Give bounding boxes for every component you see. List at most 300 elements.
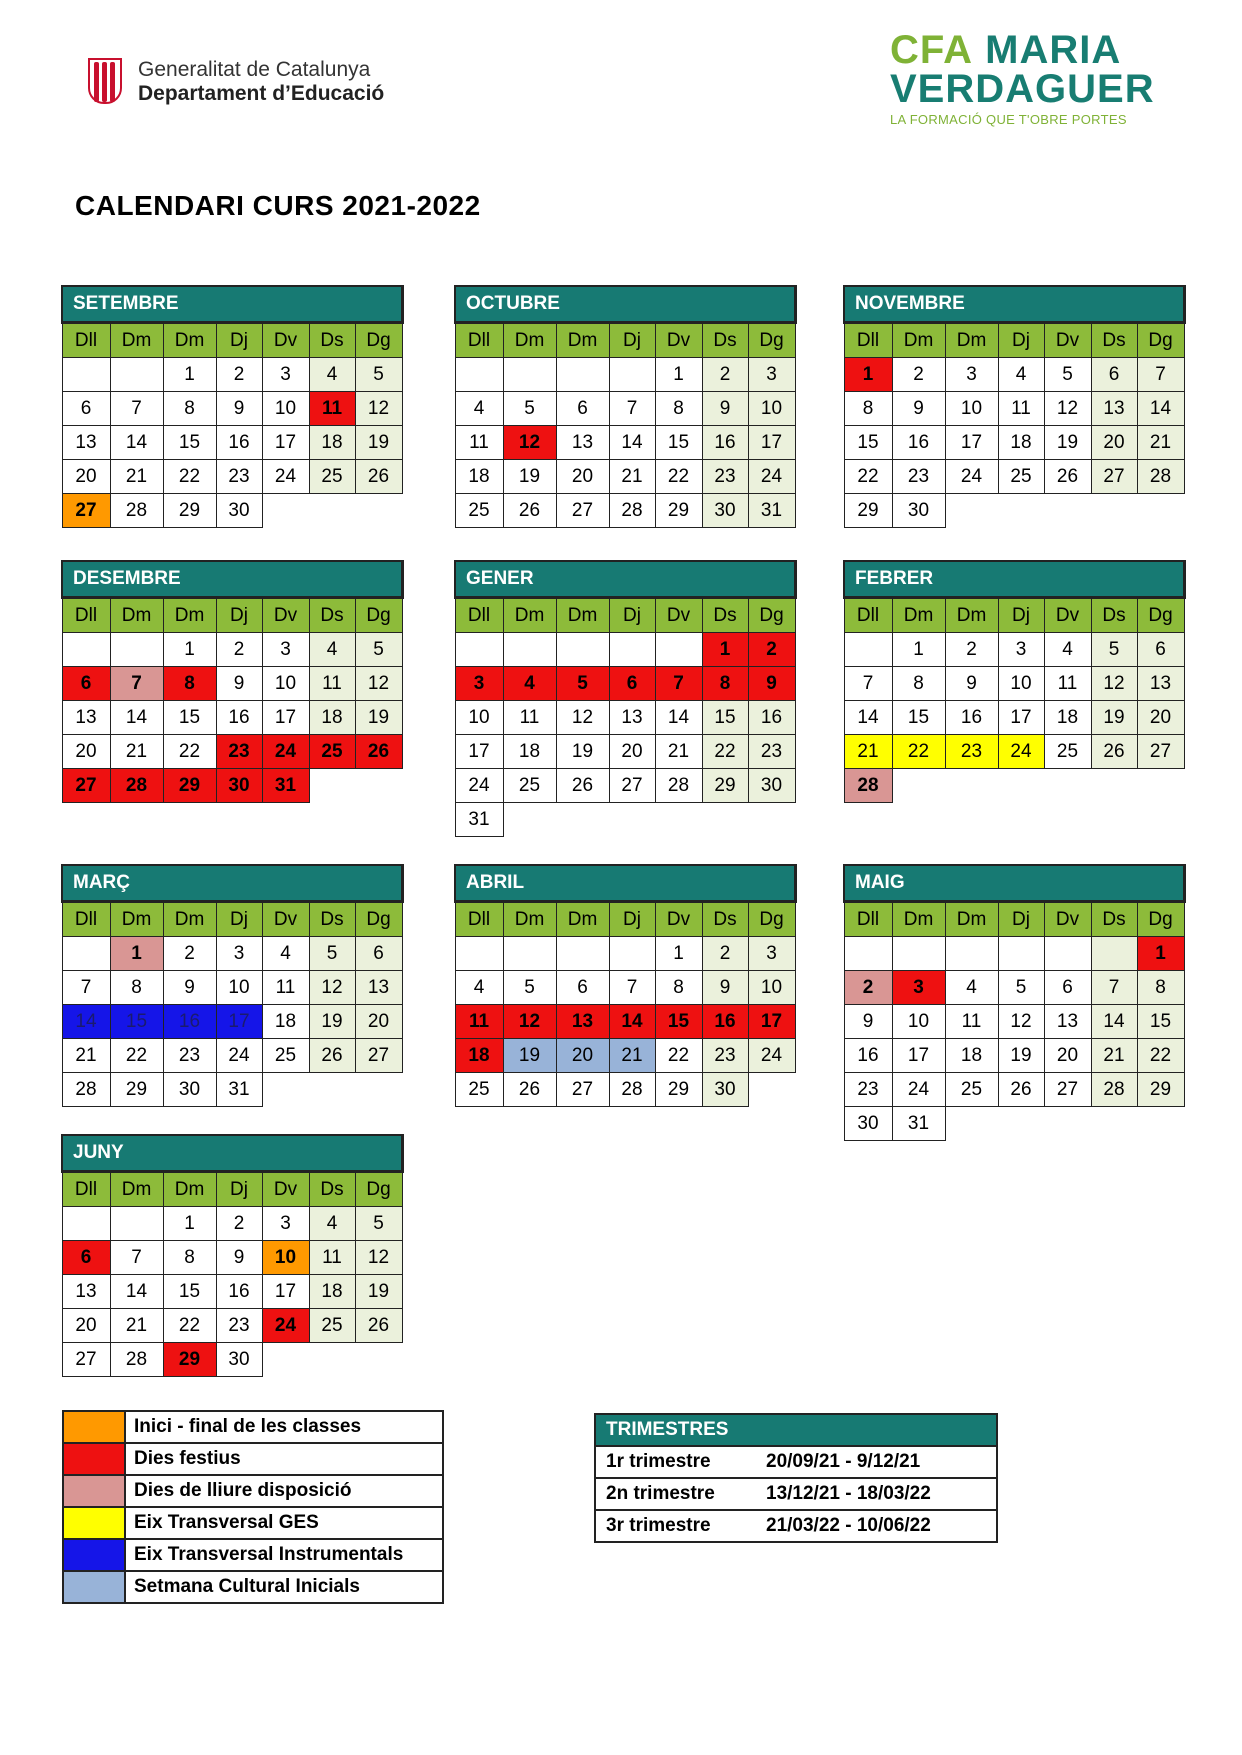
day-cell: 19 xyxy=(355,701,402,735)
month-title: OCTUBRE xyxy=(455,286,795,323)
trimestre-row xyxy=(595,1478,997,1510)
day-cell: 6 xyxy=(355,937,402,971)
day-cell: 23 xyxy=(216,735,262,769)
day-cell: 28 xyxy=(655,769,702,803)
weekday-label: Dg xyxy=(1137,323,1184,358)
weekday-label: Ds xyxy=(1091,902,1137,937)
weekday-label: Dv xyxy=(1044,902,1091,937)
empty-cell xyxy=(503,937,556,971)
day-cell: 30 xyxy=(892,494,945,528)
day-cell: 4 xyxy=(503,667,556,701)
month-juny xyxy=(61,1134,404,1377)
day-cell: 14 xyxy=(110,701,163,735)
day-cell: 7 xyxy=(844,667,892,701)
day-cell: 8 xyxy=(844,392,892,426)
weekday-label: Dll xyxy=(455,323,503,358)
day-cell: 9 xyxy=(216,667,262,701)
weekday-label: Dj xyxy=(609,598,655,633)
day-cell: 6 xyxy=(1137,633,1184,667)
empty-cell xyxy=(355,1343,402,1377)
weekday-label: Dll xyxy=(844,902,892,937)
day-cell: 3 xyxy=(748,937,795,971)
day-cell: 17 xyxy=(216,1005,262,1039)
weekday-label: Dg xyxy=(355,598,402,633)
weekday-label: Dm xyxy=(110,598,163,633)
day-cell: 1 xyxy=(655,358,702,392)
empty-cell xyxy=(455,937,503,971)
day-cell: 27 xyxy=(355,1039,402,1073)
day-cell: 5 xyxy=(998,971,1044,1005)
day-cell: 21 xyxy=(844,735,892,769)
month-octubre xyxy=(454,285,797,528)
cfa-logo xyxy=(890,28,1155,127)
day-cell: 22 xyxy=(655,460,702,494)
month-title: FEBRER xyxy=(844,561,1184,598)
day-cell: 4 xyxy=(1044,633,1091,667)
month-març xyxy=(61,864,404,1107)
day-cell: 18 xyxy=(945,1039,998,1073)
empty-cell xyxy=(355,769,402,803)
day-cell: 13 xyxy=(556,426,609,460)
day-cell: 26 xyxy=(503,1073,556,1107)
day-cell: 14 xyxy=(110,426,163,460)
day-cell: 22 xyxy=(844,460,892,494)
trimestre-name: 2n trimestre xyxy=(606,1483,715,1504)
day-cell: 6 xyxy=(556,392,609,426)
legend-swatch xyxy=(63,1507,125,1539)
day-cell: 10 xyxy=(945,392,998,426)
weekday-label: Dll xyxy=(62,598,110,633)
weekday-label: Dll xyxy=(455,902,503,937)
day-cell: 25 xyxy=(262,1039,309,1073)
empty-cell xyxy=(1044,769,1091,803)
trimestre-row xyxy=(595,1510,997,1542)
day-cell: 13 xyxy=(62,701,110,735)
day-cell: 24 xyxy=(216,1039,262,1073)
day-cell: 10 xyxy=(262,392,309,426)
day-cell: 1 xyxy=(702,633,748,667)
day-cell: 6 xyxy=(62,1241,110,1275)
day-cell: 23 xyxy=(844,1073,892,1107)
day-cell: 5 xyxy=(355,633,402,667)
weekday-label: Dv xyxy=(262,598,309,633)
weekday-label: Dv xyxy=(262,902,309,937)
day-cell: 6 xyxy=(62,392,110,426)
day-cell: 14 xyxy=(609,1005,655,1039)
day-cell: 5 xyxy=(503,971,556,1005)
day-cell: 17 xyxy=(262,1275,309,1309)
month-title: JUNY xyxy=(62,1135,402,1172)
weekday-label: Dj xyxy=(609,323,655,358)
day-cell: 3 xyxy=(455,667,503,701)
legend-row xyxy=(63,1539,443,1571)
empty-cell xyxy=(892,937,945,971)
day-cell: 1 xyxy=(163,358,216,392)
day-cell: 23 xyxy=(702,1039,748,1073)
day-cell: 16 xyxy=(892,426,945,460)
day-cell: 25 xyxy=(309,1309,355,1343)
empty-cell xyxy=(609,803,655,837)
legend-row xyxy=(63,1475,443,1507)
day-cell: 8 xyxy=(702,667,748,701)
weekday-label: Ds xyxy=(309,323,355,358)
day-cell: 22 xyxy=(110,1039,163,1073)
month-title: DESEMBRE xyxy=(62,561,402,598)
empty-cell xyxy=(998,1107,1044,1141)
legend-swatch xyxy=(63,1571,125,1603)
weekday-label: Dm xyxy=(163,902,216,937)
day-cell: 22 xyxy=(892,735,945,769)
day-cell: 7 xyxy=(62,971,110,1005)
day-cell: 25 xyxy=(309,460,355,494)
day-cell: 28 xyxy=(110,1343,163,1377)
day-cell: 20 xyxy=(1044,1039,1091,1073)
day-cell: 25 xyxy=(945,1073,998,1107)
month-maig xyxy=(843,864,1186,1141)
weekday-label: Dg xyxy=(355,323,402,358)
day-cell: 4 xyxy=(309,358,355,392)
day-cell: 3 xyxy=(262,633,309,667)
empty-cell xyxy=(262,494,309,528)
cfa-logo-part1: CFA xyxy=(890,28,973,72)
weekday-label: Dll xyxy=(455,598,503,633)
empty-cell xyxy=(844,937,892,971)
day-cell: 14 xyxy=(62,1005,110,1039)
weekday-label: Dm xyxy=(556,323,609,358)
weekday-label: Ds xyxy=(309,598,355,633)
month-gener xyxy=(454,560,797,837)
day-cell: 9 xyxy=(748,667,795,701)
day-cell: 27 xyxy=(62,494,110,528)
day-cell: 2 xyxy=(216,358,262,392)
day-cell: 13 xyxy=(1137,667,1184,701)
empty-cell xyxy=(309,1343,355,1377)
day-cell: 25 xyxy=(455,494,503,528)
weekday-label: Dm xyxy=(163,598,216,633)
day-cell: 23 xyxy=(702,460,748,494)
day-cell: 6 xyxy=(1091,358,1137,392)
day-cell: 13 xyxy=(1091,392,1137,426)
empty-cell xyxy=(309,494,355,528)
day-cell: 27 xyxy=(1137,735,1184,769)
day-cell: 3 xyxy=(748,358,795,392)
day-cell: 31 xyxy=(455,803,503,837)
day-cell: 20 xyxy=(556,1039,609,1073)
day-cell: 19 xyxy=(355,426,402,460)
day-cell: 3 xyxy=(945,358,998,392)
day-cell: 2 xyxy=(748,633,795,667)
legend-row xyxy=(63,1411,443,1443)
day-cell: 23 xyxy=(216,460,262,494)
day-cell: 28 xyxy=(1137,460,1184,494)
day-cell: 26 xyxy=(1044,460,1091,494)
day-cell: 18 xyxy=(1044,701,1091,735)
weekday-label: Ds xyxy=(309,1172,355,1207)
day-cell: 26 xyxy=(503,494,556,528)
day-cell: 18 xyxy=(309,701,355,735)
day-cell: 17 xyxy=(455,735,503,769)
empty-cell xyxy=(609,937,655,971)
day-cell: 8 xyxy=(1137,971,1184,1005)
day-cell: 17 xyxy=(748,426,795,460)
empty-cell xyxy=(62,633,110,667)
day-cell: 15 xyxy=(163,701,216,735)
day-cell: 4 xyxy=(455,392,503,426)
legend-label: Setmana Cultural Inicials xyxy=(125,1571,443,1603)
day-cell: 14 xyxy=(844,701,892,735)
day-cell: 29 xyxy=(844,494,892,528)
day-cell: 12 xyxy=(998,1005,1044,1039)
day-cell: 31 xyxy=(216,1073,262,1107)
day-cell: 30 xyxy=(844,1107,892,1141)
day-cell: 13 xyxy=(556,1005,609,1039)
day-cell: 29 xyxy=(702,769,748,803)
day-cell: 16 xyxy=(216,1275,262,1309)
empty-cell xyxy=(503,633,556,667)
day-cell: 11 xyxy=(1044,667,1091,701)
weekday-label: Dg xyxy=(1137,598,1184,633)
day-cell: 21 xyxy=(62,1039,110,1073)
day-cell: 19 xyxy=(998,1039,1044,1073)
empty-cell xyxy=(748,803,795,837)
weekday-label: Dm xyxy=(945,598,998,633)
day-cell: 24 xyxy=(945,460,998,494)
day-cell: 7 xyxy=(1091,971,1137,1005)
day-cell: 1 xyxy=(655,937,702,971)
day-cell: 14 xyxy=(1091,1005,1137,1039)
day-cell: 2 xyxy=(216,633,262,667)
day-cell: 1 xyxy=(163,1207,216,1241)
trimestres-table xyxy=(594,1413,998,1543)
day-cell: 2 xyxy=(702,358,748,392)
day-cell: 4 xyxy=(945,971,998,1005)
day-cell: 24 xyxy=(262,735,309,769)
day-cell: 31 xyxy=(262,769,309,803)
day-cell: 8 xyxy=(110,971,163,1005)
weekday-label: Dm xyxy=(892,323,945,358)
month-novembre xyxy=(843,285,1186,528)
weekday-label: Dm xyxy=(163,323,216,358)
empty-cell xyxy=(62,937,110,971)
day-cell: 27 xyxy=(609,769,655,803)
month-title: ABRIL xyxy=(455,865,795,902)
weekday-label: Dv xyxy=(655,323,702,358)
day-cell: 11 xyxy=(998,392,1044,426)
day-cell: 1 xyxy=(1137,937,1184,971)
day-cell: 19 xyxy=(1091,701,1137,735)
legend-row xyxy=(63,1443,443,1475)
day-cell: 7 xyxy=(1137,358,1184,392)
day-cell: 7 xyxy=(655,667,702,701)
day-cell: 15 xyxy=(892,701,945,735)
weekday-label: Ds xyxy=(309,902,355,937)
day-cell: 7 xyxy=(609,392,655,426)
day-cell: 6 xyxy=(1044,971,1091,1005)
month-setembre xyxy=(61,285,404,528)
weekday-label: Dm xyxy=(110,902,163,937)
day-cell: 15 xyxy=(655,426,702,460)
day-cell: 15 xyxy=(110,1005,163,1039)
day-cell: 2 xyxy=(702,937,748,971)
empty-cell xyxy=(748,1073,795,1107)
day-cell: 9 xyxy=(702,971,748,1005)
month-title: MARÇ xyxy=(62,865,402,902)
day-cell: 24 xyxy=(748,1039,795,1073)
day-cell: 16 xyxy=(702,1005,748,1039)
weekday-label: Dg xyxy=(355,902,402,937)
day-cell: 21 xyxy=(609,460,655,494)
legend-label: Eix Transversal GES xyxy=(125,1507,443,1539)
day-cell: 24 xyxy=(998,735,1044,769)
day-cell: 8 xyxy=(655,392,702,426)
day-cell: 24 xyxy=(455,769,503,803)
empty-cell xyxy=(503,358,556,392)
day-cell: 10 xyxy=(262,1241,309,1275)
day-cell: 29 xyxy=(655,494,702,528)
day-cell: 23 xyxy=(216,1309,262,1343)
empty-cell xyxy=(655,803,702,837)
catalonia-emblem-icon xyxy=(88,58,124,106)
day-cell: 22 xyxy=(1137,1039,1184,1073)
weekday-label: Dv xyxy=(262,323,309,358)
day-cell: 23 xyxy=(945,735,998,769)
day-cell: 1 xyxy=(892,633,945,667)
weekday-label: Dj xyxy=(998,902,1044,937)
day-cell: 27 xyxy=(1044,1073,1091,1107)
legend-label: Dies de lliure disposició xyxy=(125,1475,443,1507)
legend-swatch xyxy=(63,1475,125,1507)
trimestre-range: 20/09/21 - 9/12/21 xyxy=(766,1451,921,1472)
empty-cell xyxy=(62,358,110,392)
day-cell: 3 xyxy=(216,937,262,971)
day-cell: 5 xyxy=(1044,358,1091,392)
day-cell: 5 xyxy=(556,667,609,701)
weekday-label: Dm xyxy=(556,598,609,633)
day-cell: 9 xyxy=(216,1241,262,1275)
day-cell: 11 xyxy=(262,971,309,1005)
weekday-label: Dm xyxy=(503,598,556,633)
day-cell: 23 xyxy=(892,460,945,494)
day-cell: 22 xyxy=(163,1309,216,1343)
weekday-label: Dv xyxy=(655,902,702,937)
day-cell: 22 xyxy=(163,460,216,494)
day-cell: 5 xyxy=(503,392,556,426)
weekday-label: Dm xyxy=(163,1172,216,1207)
day-cell: 11 xyxy=(455,1005,503,1039)
day-cell: 13 xyxy=(62,426,110,460)
weekday-label: Dm xyxy=(110,323,163,358)
day-cell: 21 xyxy=(655,735,702,769)
month-febrer xyxy=(843,560,1186,803)
legend xyxy=(62,1410,444,1604)
day-cell: 11 xyxy=(455,426,503,460)
generalitat-name: Generalitat de Catalunya xyxy=(138,58,371,81)
day-cell: 6 xyxy=(556,971,609,1005)
empty-cell xyxy=(609,358,655,392)
day-cell: 15 xyxy=(655,1005,702,1039)
empty-cell xyxy=(1137,494,1184,528)
day-cell: 14 xyxy=(1137,392,1184,426)
day-cell: 30 xyxy=(216,769,262,803)
day-cell: 30 xyxy=(702,494,748,528)
day-cell: 8 xyxy=(163,667,216,701)
day-cell: 20 xyxy=(1091,426,1137,460)
day-cell: 26 xyxy=(1091,735,1137,769)
day-cell: 2 xyxy=(216,1207,262,1241)
empty-cell xyxy=(556,633,609,667)
weekday-label: Dj xyxy=(216,598,262,633)
weekday-label: Dg xyxy=(355,1172,402,1207)
day-cell: 17 xyxy=(262,701,309,735)
empty-cell xyxy=(1044,937,1091,971)
day-cell: 26 xyxy=(355,460,402,494)
day-cell: 29 xyxy=(163,1343,216,1377)
empty-cell xyxy=(1044,1107,1091,1141)
legend-label: Eix Transversal Instrumentals xyxy=(125,1539,443,1571)
empty-cell xyxy=(556,937,609,971)
day-cell: 29 xyxy=(1137,1073,1184,1107)
day-cell: 16 xyxy=(844,1039,892,1073)
day-cell: 8 xyxy=(655,971,702,1005)
weekday-label: Dm xyxy=(892,598,945,633)
day-cell: 10 xyxy=(262,667,309,701)
day-cell: 30 xyxy=(216,1343,262,1377)
day-cell: 9 xyxy=(892,392,945,426)
day-cell: 8 xyxy=(163,1241,216,1275)
day-cell: 28 xyxy=(110,769,163,803)
day-cell: 10 xyxy=(748,971,795,1005)
weekday-label: Dm xyxy=(556,902,609,937)
day-cell: 31 xyxy=(892,1107,945,1141)
day-cell: 18 xyxy=(503,735,556,769)
day-cell: 30 xyxy=(748,769,795,803)
day-cell: 19 xyxy=(503,460,556,494)
empty-cell xyxy=(262,1343,309,1377)
day-cell: 16 xyxy=(702,426,748,460)
day-cell: 19 xyxy=(556,735,609,769)
legend-swatch xyxy=(63,1443,125,1475)
day-cell: 25 xyxy=(309,735,355,769)
day-cell: 13 xyxy=(609,701,655,735)
day-cell: 24 xyxy=(892,1073,945,1107)
day-cell: 7 xyxy=(609,971,655,1005)
day-cell: 4 xyxy=(262,937,309,971)
day-cell: 18 xyxy=(455,1039,503,1073)
day-cell: 30 xyxy=(216,494,262,528)
empty-cell xyxy=(455,358,503,392)
empty-cell xyxy=(1137,1107,1184,1141)
weekday-label: Ds xyxy=(1091,598,1137,633)
day-cell: 17 xyxy=(998,701,1044,735)
empty-cell xyxy=(945,1107,998,1141)
day-cell: 23 xyxy=(163,1039,216,1073)
weekday-label: Dm xyxy=(945,323,998,358)
day-cell: 21 xyxy=(110,460,163,494)
day-cell: 5 xyxy=(1091,633,1137,667)
day-cell: 17 xyxy=(945,426,998,460)
weekday-label: Dll xyxy=(844,323,892,358)
empty-cell xyxy=(702,803,748,837)
day-cell: 11 xyxy=(945,1005,998,1039)
empty-cell xyxy=(110,633,163,667)
day-cell: 1 xyxy=(844,358,892,392)
day-cell: 7 xyxy=(110,392,163,426)
day-cell: 21 xyxy=(609,1039,655,1073)
day-cell: 12 xyxy=(1091,667,1137,701)
day-cell: 21 xyxy=(1091,1039,1137,1073)
empty-cell xyxy=(1044,494,1091,528)
empty-cell xyxy=(609,633,655,667)
